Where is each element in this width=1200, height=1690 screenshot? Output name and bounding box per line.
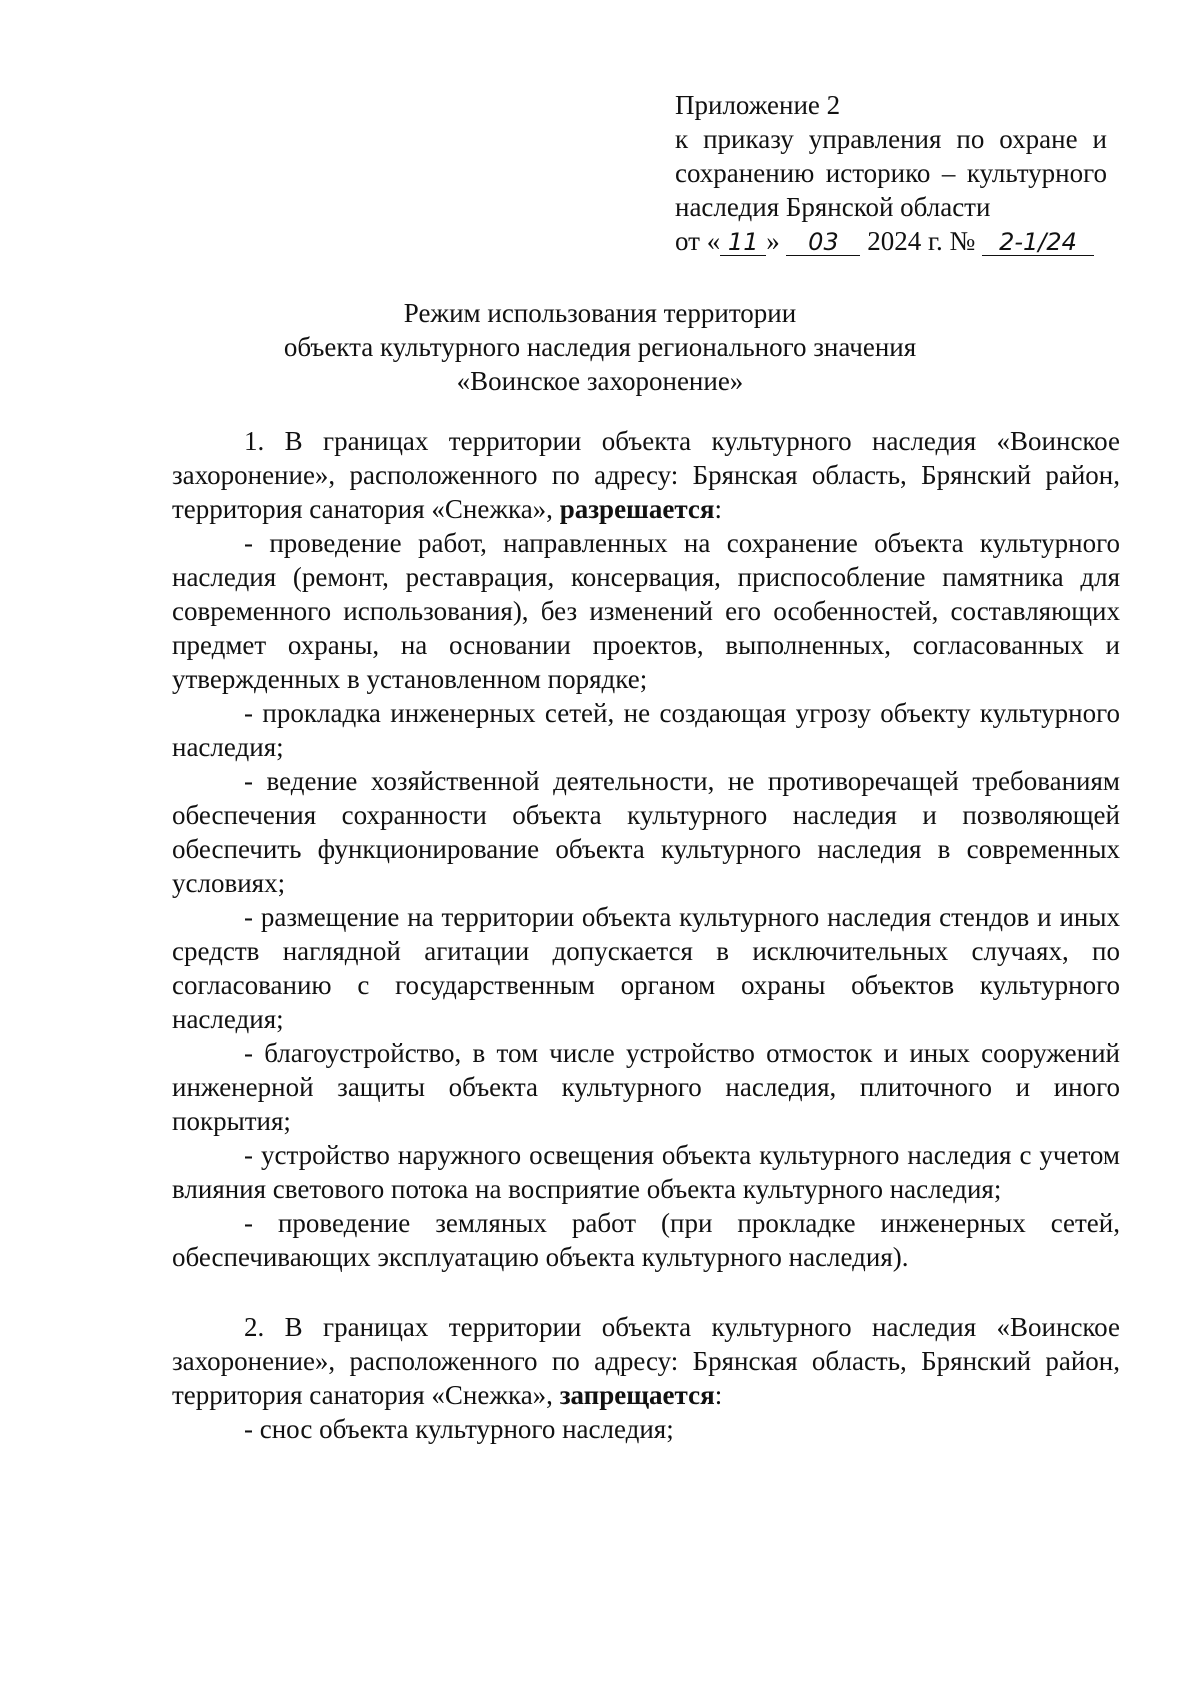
- section-2-item: - снос объекта культурного наследия;: [244, 1414, 674, 1444]
- order-number-handwritten: 2-1/24: [982, 229, 1094, 256]
- section-1-item: - устройство наружного освещения объекта культурного наследия с учетом влияния светового потока на восприятие объекта культурного наследия;: [172, 1140, 1120, 1204]
- date-mid: »: [766, 226, 780, 256]
- document-title: [0, 296, 1200, 398]
- appendix-order-line: сохранению историко – культурного: [675, 158, 1107, 188]
- document-body: [172, 424, 1120, 1446]
- date-prefix: от «: [675, 226, 721, 256]
- appendix-title: Приложение 2: [675, 90, 841, 120]
- appendix-order-line: к приказу управления по охране и: [675, 124, 1107, 154]
- title-line: «Воинское захоронение»: [456, 366, 744, 396]
- section-1-intro: 1. В границах территории объекта культурного наследия «Воинское захоронение», расположенного по адресу: Брянская область, Брянский район, территория санатория «Снежка», разрешается:: [172, 426, 1120, 524]
- section-1-item: - проведение работ, направленных на сохранение объекта культурного наследия (ремонт, реставрация, консервация, приспособление памятника для современного использования), без изменений его особенностей, составляющих предмет охраны, на основании проектов, выполненных, согласованных и утвержденных в установленном порядке;: [172, 528, 1120, 694]
- section-1-keyword: разрешается: [559, 494, 715, 524]
- section-1-item: - прокладка инженерных сетей, не создающая угрозу объекту культурного наследия;: [172, 698, 1120, 762]
- section-1-item: - размещение на территории объекта культурного наследия стендов и иных средств наглядной агитации допускается в исключительных случаях, по согласованию с государственным органом охраны объектов культурного наследия;: [172, 902, 1120, 1034]
- appendix-header: [675, 88, 1107, 258]
- section-1-item: - проведение земляных работ (при прокладке инженерных сетей, обеспечивающих эксплуатацию объекта культурного наследия).: [172, 1208, 1120, 1272]
- appendix-date-line: [675, 224, 1107, 258]
- date-year: 2024 г. №: [867, 226, 976, 256]
- section-2-intro: 2. В границах территории объекта культурного наследия «Воинское захоронение», расположенного по адресу: Брянская область, Брянский район, территория санатория «Снежка», запрещается:: [172, 1312, 1120, 1410]
- section-1-item: - благоустройство, в том числе устройство отмосток и иных сооружений инженерной защиты объекта культурного наследия, плиточного и иного покрытия;: [172, 1038, 1120, 1136]
- date-month-handwritten: 03: [786, 229, 860, 256]
- section-2-keyword: запрещается: [559, 1380, 715, 1410]
- section-1-item: - ведение хозяйственной деятельности, не противоречащей требованиям обеспечения сохранности объекта культурного наследия и позволяющей обеспечить функционирование объекта культурного наследия в современных условиях;: [172, 766, 1120, 898]
- section-gap: [172, 1274, 1120, 1310]
- date-day-handwritten: 11: [720, 229, 766, 256]
- appendix-order-line: наследия Брянской области: [675, 192, 991, 222]
- title-line: объекта культурного наследия регионального значения: [283, 332, 917, 362]
- title-line: Режим использования территории: [403, 298, 797, 328]
